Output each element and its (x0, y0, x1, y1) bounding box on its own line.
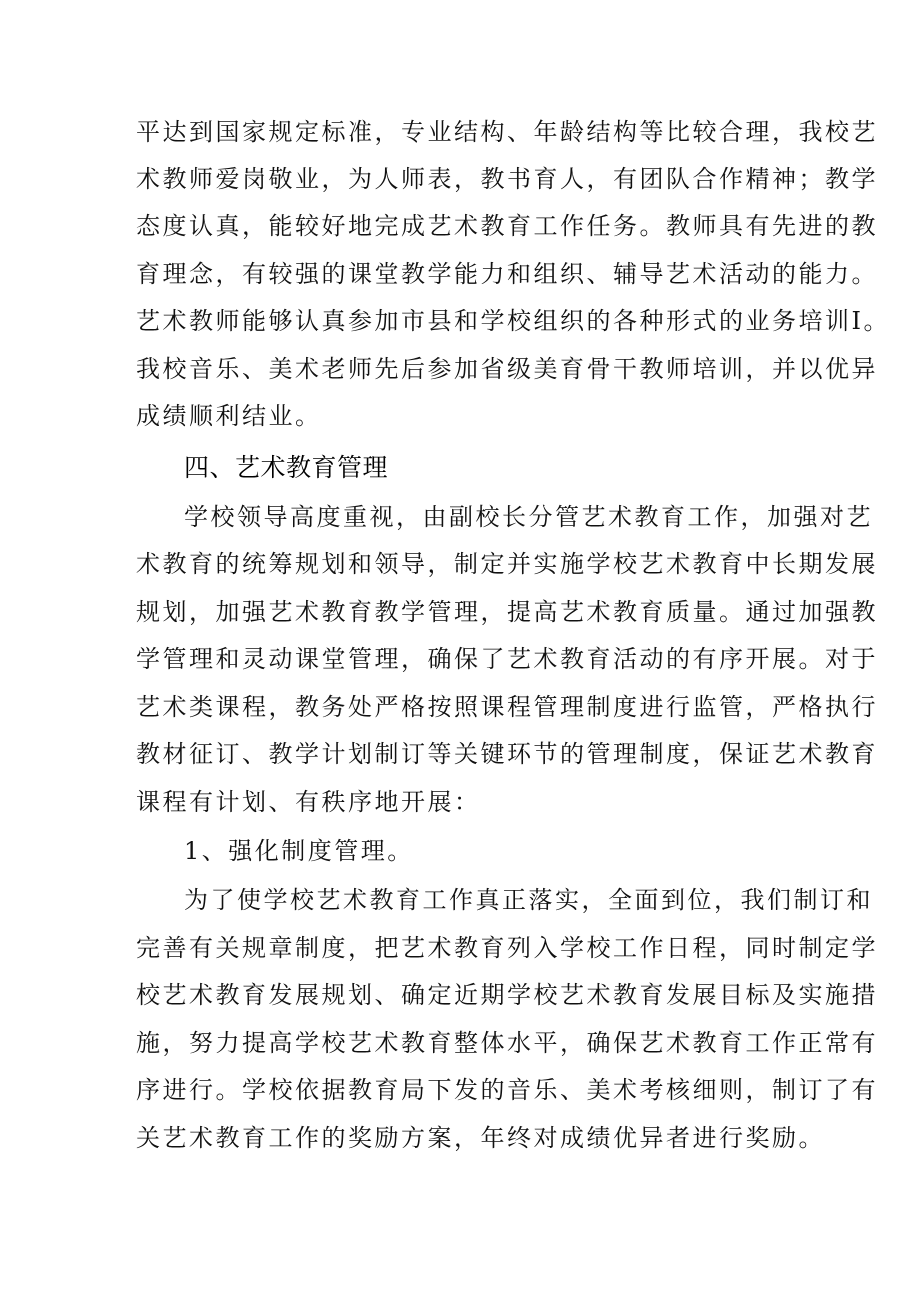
subsection-heading: 1、强化制度管理。 (184, 837, 414, 865)
body-text-line: 我校音乐、美术老师先后参加省级美育骨干教师培训，并以优异 (136, 355, 878, 383)
body-text-line: 成绩顺利结业。 (136, 402, 322, 430)
body-text-line: 规划，加强艺术教育教学管理，提高艺术教育质量。通过加强教 (136, 598, 878, 626)
body-text-line: 教材征订、教学计划制订等关键环节的管理制度，保证艺术教育 (136, 740, 878, 768)
body-text-line: 校艺术教育发展规划、确定近期学校艺术教育发展目标及实施措 (136, 981, 878, 1009)
body-text-line: 学管理和灵动课堂管理，确保了艺术教育活动的有序开展。对于 (136, 645, 878, 673)
body-text-line: 课程有计划、有秩序地开展： (136, 788, 481, 816)
section-heading: 四、艺术教育管理 (184, 453, 389, 482)
body-text-line: 关艺术教育工作的奖励方案，年终对成绩优异者进行奖励。 (136, 1124, 825, 1152)
body-text-line: 育理念，有较强的课堂教学能力和组织、辅导艺术活动的能力。 (136, 260, 878, 288)
body-text-line: 序进行。学校依据教育局下发的音乐、美术考核细则，制订了有 (136, 1076, 878, 1104)
body-text-line: 艺术类课程，教务处严格按照课程管理制度进行监管，严格执行 (136, 693, 878, 721)
body-text-line: 艺术教师能够认真参加市县和学校组织的各种形式的业务培训I。 (136, 307, 890, 335)
body-text-line: 为了使学校艺术教育工作真正落实，全面到位，我们制订和 (184, 886, 873, 914)
body-text-line: 施，努力提高学校艺术教育整体水平，确保艺术教育工作正常有 (136, 1029, 878, 1057)
body-text-line: 完善有关规章制度，把艺术教育列入学校工作日程，同时制定学 (136, 934, 878, 962)
body-text-line: 术教育的统筹规划和领导，制定并实施学校艺术教育中长期发展 (136, 550, 878, 578)
body-text-line: 学校领导高度重视，由副校长分管艺术教育工作，加强对艺 (184, 503, 873, 531)
body-text-line: 态度认真，能较好地完成艺术教育工作任务。教师具有先进的教 (136, 212, 878, 240)
body-text-line: 平达到国家规定标准，专业结构、年龄结构等比较合理，我校艺 (136, 118, 878, 146)
body-text-line: 术教师爱岗敬业，为人师表，教书育人，有团队合作精神；教学 (136, 165, 878, 193)
